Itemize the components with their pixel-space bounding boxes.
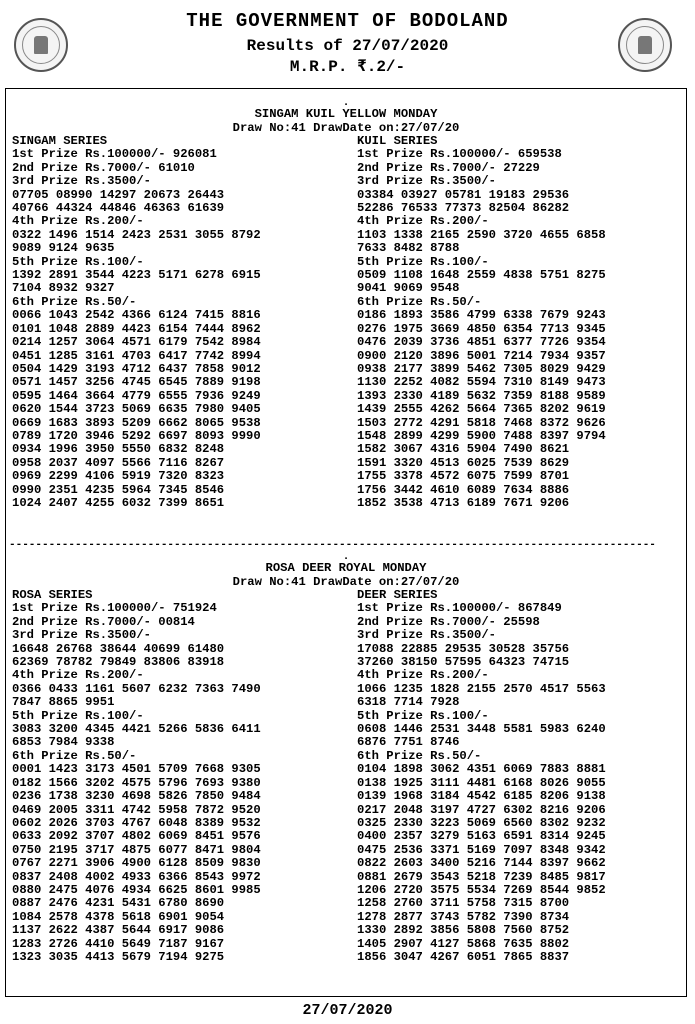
result-line: 2nd Prize Rs.7000/- 61010 bbox=[12, 160, 195, 175]
result-line: 1103 1338 2165 2590 3720 4655 6858 bbox=[357, 227, 606, 242]
result-line: 7104 8932 9327 bbox=[12, 281, 115, 296]
result-line: 1st Prize Rs.100000/- 751924 bbox=[12, 601, 217, 616]
result-line: 6th Prize Rs.50/- bbox=[357, 748, 482, 763]
result-line: 4th Prize Rs.200/- bbox=[12, 214, 144, 229]
result-line: 0066 1043 2542 4366 6124 7415 8816 bbox=[12, 308, 261, 323]
result-line: 37260 38150 57595 64323 74715 bbox=[357, 655, 570, 670]
result-line: 2nd Prize Rs.7000/- 27229 bbox=[357, 160, 540, 175]
footer-date: 27/07/2020 bbox=[302, 1002, 393, 1019]
result-line: 40766 44324 44846 46363 61639 bbox=[12, 201, 225, 216]
mrp-price: M.R.P. ₹.2/- bbox=[289, 58, 406, 76]
section-title: ROSA DEER ROYAL MONDAY bbox=[265, 561, 427, 575]
result-line: 1084 2578 4378 5618 6901 9054 bbox=[12, 909, 225, 924]
result-line: 1392 2891 3544 4223 5171 6278 6915 bbox=[12, 268, 261, 283]
result-line: 0451 1285 3161 4703 6417 7742 8994 bbox=[12, 348, 261, 363]
result-line: 0475 2536 3371 5169 7097 8348 9342 bbox=[357, 842, 606, 857]
result-line: 4th Prize Rs.200/- bbox=[357, 214, 489, 229]
result-line: 0669 1683 3893 5209 6662 8065 9538 bbox=[12, 415, 261, 430]
result-line: 9041 9069 9548 bbox=[357, 281, 460, 296]
result-line: 5th Prize Rs.100/- bbox=[12, 708, 144, 723]
result-line: 0881 2679 3543 5218 7239 8485 9817 bbox=[357, 869, 606, 884]
result-line: 0938 2177 3899 5462 7305 8029 9429 bbox=[357, 361, 606, 376]
section-title: SINGAM KUIL YELLOW MONDAY bbox=[254, 107, 438, 121]
singam-series-column bbox=[12, 135, 350, 510]
result-line: SINGAM SERIES bbox=[12, 134, 108, 148]
result-line: 0214 1257 3064 4571 6179 7542 8984 bbox=[12, 335, 261, 350]
section-divider: -------------------------------------------------------------------------------------------------- bbox=[9, 540, 656, 550]
result-line: 0969 2299 4106 5919 7320 8323 bbox=[12, 469, 225, 484]
section-dot: . bbox=[342, 551, 350, 563]
result-line: 0602 2026 3703 4767 6048 8389 9532 bbox=[12, 815, 261, 830]
result-line: 03384 03927 05781 19183 29536 bbox=[357, 187, 570, 202]
result-line: 1130 2252 4082 5594 7310 8149 9473 bbox=[357, 375, 606, 390]
result-line: 0571 1457 3256 4745 6545 7889 9198 bbox=[12, 375, 261, 390]
result-line: 62369 78782 79849 83806 83918 bbox=[12, 655, 225, 670]
deer-series-column bbox=[357, 589, 695, 964]
section-dot: . bbox=[342, 97, 350, 109]
result-line: 1852 3538 4713 6189 7671 9206 bbox=[357, 495, 570, 510]
result-line: 0186 1893 3586 4799 6338 7679 9243 bbox=[357, 308, 606, 323]
result-line: 0476 2039 3736 4851 6377 7726 9354 bbox=[357, 335, 606, 350]
result-line: 6876 7751 8746 bbox=[357, 735, 460, 750]
result-line: 7847 8865 9951 bbox=[12, 695, 115, 710]
result-line: 0837 2408 4002 4933 6366 8543 9972 bbox=[12, 869, 261, 884]
result-line: 0325 2330 3223 5069 6560 8302 9232 bbox=[357, 815, 606, 830]
result-line: 6th Prize Rs.50/- bbox=[357, 294, 482, 309]
results-date: Results of 27/07/2020 bbox=[246, 37, 449, 55]
page-title: THE GOVERNMENT OF BODOLAND bbox=[186, 10, 509, 32]
result-line: 3083 3200 4345 4421 5266 5836 6411 bbox=[12, 722, 261, 737]
result-line: 0104 1898 3062 4351 6069 7883 8881 bbox=[357, 762, 606, 777]
draw-info: Draw No:41 DrawDate on:27/07/20 bbox=[232, 121, 460, 135]
result-line: 0900 2120 3896 5001 7214 7934 9357 bbox=[357, 348, 606, 363]
result-line: 0789 1720 3946 5292 6697 8093 9990 bbox=[12, 428, 261, 443]
result-line: 0217 2048 3197 4727 6302 8216 9206 bbox=[357, 802, 606, 817]
result-line: 0469 2005 3311 4742 5958 7872 9520 bbox=[12, 802, 261, 817]
result-line: 1405 2907 4127 5868 7635 8802 bbox=[357, 936, 570, 951]
result-line: 0633 2092 3707 4802 6069 8451 9576 bbox=[12, 829, 261, 844]
result-line: 0620 1544 3723 5069 6635 7980 9405 bbox=[12, 402, 261, 417]
result-line: 5th Prize Rs.100/- bbox=[357, 254, 489, 269]
result-line: 1393 2330 4189 5632 7359 8188 9589 bbox=[357, 388, 606, 403]
result-line: 1856 3047 4267 6051 7865 8837 bbox=[357, 949, 570, 964]
kuil-series-column bbox=[357, 135, 695, 510]
result-line: 9089 9124 9635 bbox=[12, 241, 115, 256]
result-line: 1330 2892 3856 5808 7560 8752 bbox=[357, 923, 570, 938]
result-line: 0595 1464 3664 4779 6555 7936 9249 bbox=[12, 388, 261, 403]
result-line: 0101 1048 2889 4423 6154 7444 8962 bbox=[12, 321, 261, 336]
result-line: ROSA SERIES bbox=[12, 588, 93, 602]
draw-info: Draw No:41 DrawDate on:27/07/20 bbox=[232, 575, 460, 589]
result-line: 3rd Prize Rs.3500/- bbox=[357, 628, 496, 643]
result-line: 0236 1738 3230 4698 5826 7850 9484 bbox=[12, 789, 261, 804]
result-line: 1283 2726 4410 5649 7187 9167 bbox=[12, 936, 225, 951]
result-line: 3rd Prize Rs.3500/- bbox=[12, 174, 151, 189]
result-line: 4th Prize Rs.200/- bbox=[357, 668, 489, 683]
result-line: 6318 7714 7928 bbox=[357, 695, 460, 710]
result-line: 5th Prize Rs.100/- bbox=[12, 254, 144, 269]
result-line: 16648 26768 38644 40699 61480 bbox=[12, 641, 225, 656]
result-line: 1st Prize Rs.100000/- 926081 bbox=[12, 147, 217, 162]
result-line: 5th Prize Rs.100/- bbox=[357, 708, 489, 723]
result-line: 6th Prize Rs.50/- bbox=[12, 294, 137, 309]
result-line: 1278 2877 3743 5782 7390 8734 bbox=[357, 909, 570, 924]
result-line: 1258 2760 3711 5758 7315 8700 bbox=[357, 896, 570, 911]
result-line: 0608 1446 2531 3448 5581 5983 6240 bbox=[357, 722, 606, 737]
result-line: 1024 2407 4255 6032 7399 8651 bbox=[12, 495, 225, 510]
result-line: 1756 3442 4610 6089 7634 8886 bbox=[357, 482, 570, 497]
result-line: 0934 1996 3950 5550 6832 8248 bbox=[12, 442, 225, 457]
result-line: 0139 1968 3184 4542 6185 8206 9138 bbox=[357, 789, 606, 804]
rosa-series-column bbox=[12, 589, 350, 964]
result-line: 1582 3067 4316 5904 7490 8621 bbox=[357, 442, 570, 457]
result-line: 1755 3378 4572 6075 7599 8701 bbox=[357, 469, 570, 484]
result-line: 2nd Prize Rs.7000/- 00814 bbox=[12, 614, 195, 629]
result-line: 6th Prize Rs.50/- bbox=[12, 748, 137, 763]
result-line: 17088 22885 29535 30528 35756 bbox=[357, 641, 570, 656]
result-line: 1548 2899 4299 5900 7488 8397 9794 bbox=[357, 428, 606, 443]
result-line: 0400 2357 3279 5163 6591 8314 9245 bbox=[357, 829, 606, 844]
result-line: 0509 1108 1648 2559 4838 5751 8275 bbox=[357, 268, 606, 283]
result-line: 0750 2195 3717 4875 6077 8471 9804 bbox=[12, 842, 261, 857]
result-line: 1439 2555 4262 5664 7365 8202 9619 bbox=[357, 402, 606, 417]
result-line: 1137 2622 4387 5644 6917 9086 bbox=[12, 923, 225, 938]
result-line: 0504 1429 3193 4712 6437 7858 9012 bbox=[12, 361, 261, 376]
result-line: 0880 2475 4076 4934 6625 8601 9985 bbox=[12, 882, 261, 897]
header bbox=[0, 0, 695, 88]
result-line: 1206 2720 3575 5534 7269 8544 9852 bbox=[357, 882, 606, 897]
result-line: 0822 2603 3400 5216 7144 8397 9662 bbox=[357, 856, 606, 871]
result-line: DEER SERIES bbox=[357, 588, 438, 602]
result-line: 1503 2772 4291 5818 7468 8372 9626 bbox=[357, 415, 606, 430]
bodoland-seal-right bbox=[618, 18, 672, 72]
result-line: 0767 2271 3906 4900 6128 8509 9830 bbox=[12, 856, 261, 871]
result-line: 1st Prize Rs.100000/- 659538 bbox=[357, 147, 562, 162]
result-line: 3rd Prize Rs.3500/- bbox=[12, 628, 151, 643]
result-line: 4th Prize Rs.200/- bbox=[12, 668, 144, 683]
result-line: 6853 7984 9338 bbox=[12, 735, 115, 750]
result-line: 0958 2037 4097 5566 7116 8267 bbox=[12, 455, 225, 470]
result-line: 0366 0433 1161 5607 6232 7363 7490 bbox=[12, 681, 261, 696]
result-line: 0322 1496 1514 2423 2531 3055 8792 bbox=[12, 227, 261, 242]
result-line: 0276 1975 3669 4850 6354 7713 9345 bbox=[357, 321, 606, 336]
result-line: 0001 1423 3173 4501 5709 7668 9305 bbox=[12, 762, 261, 777]
result-line: 1066 1235 1828 2155 2570 4517 5563 bbox=[357, 681, 606, 696]
result-line: KUIL SERIES bbox=[357, 134, 438, 148]
result-line: 1323 3035 4413 5679 7194 9275 bbox=[12, 949, 225, 964]
result-line: 1st Prize Rs.100000/- 867849 bbox=[357, 601, 562, 616]
results-frame bbox=[5, 88, 687, 997]
result-line: 3rd Prize Rs.3500/- bbox=[357, 174, 496, 189]
result-line: 0990 2351 4235 5964 7345 8546 bbox=[12, 482, 225, 497]
result-line: 1591 3320 4513 6025 7539 8629 bbox=[357, 455, 570, 470]
result-line: 07705 08990 14297 20673 26443 bbox=[12, 187, 225, 202]
result-line: 0182 1566 3202 4575 5796 7693 9380 bbox=[12, 775, 261, 790]
result-line: 52286 76533 77373 82504 86282 bbox=[357, 201, 570, 216]
result-line: 2nd Prize Rs.7000/- 25598 bbox=[357, 614, 540, 629]
result-line: 0138 1925 3111 4481 6168 8026 9055 bbox=[357, 775, 606, 790]
result-line: 7633 8482 8788 bbox=[357, 241, 460, 256]
result-line: 0887 2476 4231 5431 6780 8690 bbox=[12, 896, 225, 911]
